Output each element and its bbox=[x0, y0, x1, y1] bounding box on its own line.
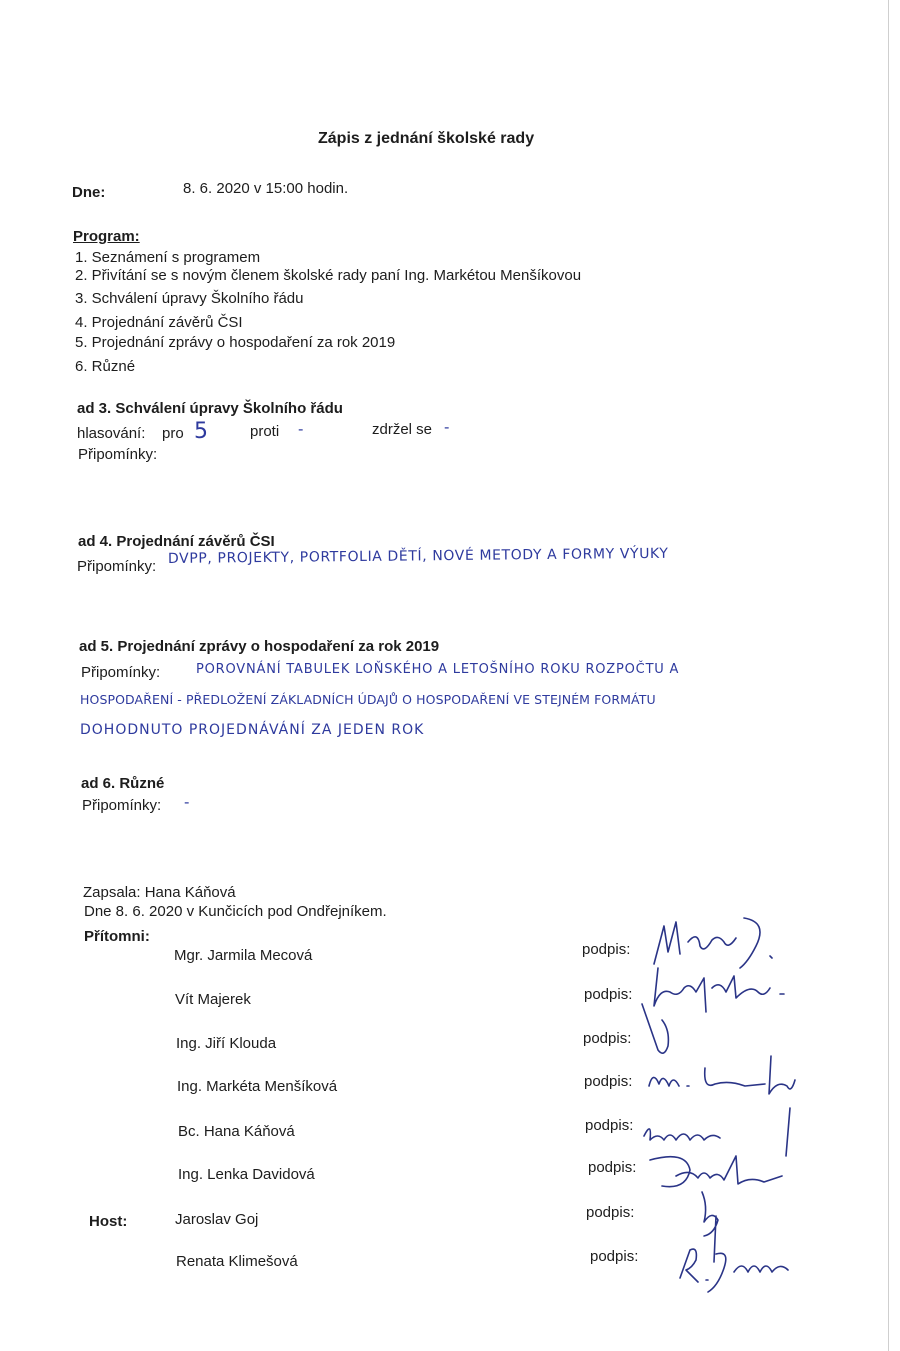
signature-label: podpis: bbox=[590, 1248, 639, 1265]
item3-vote-label: hlasování: bbox=[77, 425, 146, 442]
attendee-name: Vít Majerek bbox=[175, 991, 251, 1008]
program-heading: Program: bbox=[73, 228, 140, 245]
recorded-by: Zapsala: Hana Káňová bbox=[83, 884, 236, 901]
item3-proti-value: - bbox=[298, 420, 305, 438]
item3-remarks-label: Připomínky: bbox=[78, 446, 158, 463]
item6-heading: ad 6. Různé bbox=[81, 775, 165, 792]
program-item-3: 3. Schválení úpravy Školního řádu bbox=[75, 290, 304, 307]
item3-pro-label: pro bbox=[162, 425, 184, 442]
item4-heading: ad 4. Projednání závěrů ČSI bbox=[78, 533, 275, 550]
document-title: Zápis z jednání školské rady bbox=[318, 130, 535, 147]
signature-mensikova bbox=[645, 1050, 805, 1102]
item3-zdrzel-label: zdržel se bbox=[372, 421, 433, 438]
item5-remarks-line-3: DOHODNUTO PROJEDNÁVÁNÍ ZA JEDEN ROK bbox=[80, 722, 425, 738]
attendee-name: Mgr. Jarmila Mecová bbox=[174, 947, 313, 964]
item3-heading: ad 3. Schválení úpravy Školního řádu bbox=[77, 400, 343, 417]
item3-pro-value: 5 bbox=[194, 419, 208, 444]
item5-heading: ad 5. Projednání zprávy o hospodaření za rok 2019 bbox=[79, 638, 440, 655]
item3-zdrzel-value: - bbox=[444, 418, 451, 436]
guest-name: Renata Klimešová bbox=[176, 1253, 298, 1270]
item5-remarks-line-2: HOSPODAŘENÍ - PŘEDLOŽENÍ ZÁKLADNÍCH ÚDAJŮ O HOSPODAŘENÍ VE STEJNÉM FORMÁTU bbox=[80, 692, 656, 707]
program-item-2: 2. Přivítání se s novým členem školské rady paní Ing. Markétou Menšíkovou bbox=[75, 267, 582, 284]
signature-label: podpis: bbox=[582, 941, 631, 958]
signature-label: podpis: bbox=[586, 1204, 635, 1221]
signature-label: podpis: bbox=[583, 1030, 632, 1047]
date-label: Dne: bbox=[72, 184, 106, 201]
program-item-4: 4. Projednání závěrů ČSI bbox=[75, 314, 243, 331]
host-label: Host: bbox=[89, 1213, 128, 1230]
attendee-name: Ing. Markéta Menšíková bbox=[177, 1078, 338, 1095]
attendee-name: Ing. Jiří Klouda bbox=[176, 1035, 277, 1052]
attendee-name: Ing. Lenka Davidová bbox=[178, 1166, 315, 1183]
program-item-6: 6. Různé bbox=[75, 358, 136, 375]
item4-remarks-handwriting: DVPP, PROJEKTY, PORTFOLIA DĚTÍ, NOVÉ METODY A FORMY VÝUKY bbox=[167, 545, 669, 567]
item5-remarks-label: Připomínky: bbox=[81, 664, 161, 681]
present-label: Přítomni: bbox=[84, 928, 150, 945]
item3-proti-label: proti bbox=[250, 423, 280, 440]
signature-label: podpis: bbox=[584, 1073, 633, 1090]
attendee-name: Bc. Hana Káňová bbox=[178, 1123, 295, 1140]
date-value: 8. 6. 2020 v 15:00 hodin. bbox=[183, 180, 349, 197]
item4-remarks-label: Připomínky: bbox=[77, 558, 157, 575]
guest-name: Jaroslav Goj bbox=[175, 1211, 259, 1228]
item6-remarks-label: Připomínky: bbox=[82, 797, 162, 814]
signature-label: podpis: bbox=[584, 986, 633, 1003]
signature-klimesova bbox=[676, 1232, 806, 1296]
scan-edge bbox=[888, 0, 889, 1351]
program-item-5: 5. Projednání zprávy o hospodaření za rok 2019 bbox=[75, 334, 396, 351]
place-date: Dne 8. 6. 2020 v Kunčicích pod Ondřejníkem. bbox=[84, 903, 387, 920]
signature-label: podpis: bbox=[588, 1159, 637, 1176]
item5-remarks-line-1: POROVNÁNÍ TABULEK LOŇSKÉHO A LETOŠNÍHO ROKU ROZPOČTU A bbox=[196, 662, 680, 677]
signature-label: podpis: bbox=[585, 1117, 634, 1134]
item6-remarks-value: - bbox=[184, 793, 191, 811]
program-item-1: 1. Seznámení s programem bbox=[75, 249, 261, 266]
